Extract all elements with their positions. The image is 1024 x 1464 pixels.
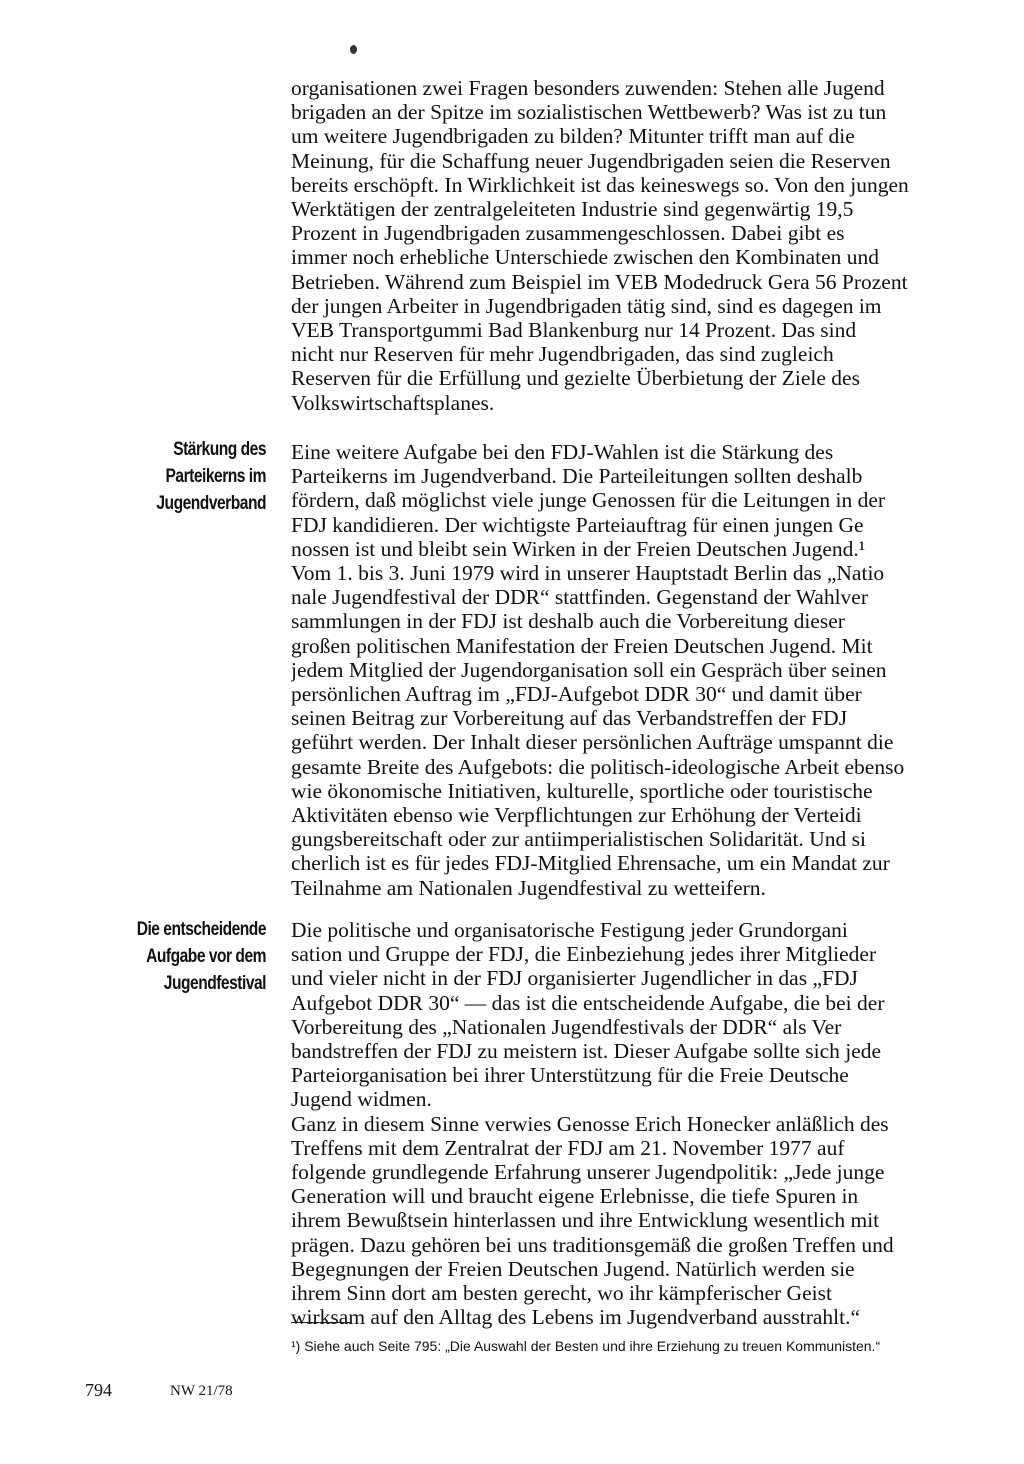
text-line: Prozent in Jugendbrigaden zusammengeschlossen. Dabei gibt es [291, 221, 845, 246]
text-line: bandstreffen der FDJ zu meistern ist. Dieser Aufgabe sollte sich jede [291, 1039, 882, 1064]
text-line: wie ökonomische Initiativen, kulturelle, sportliche oder touristische [291, 778, 873, 803]
text-line: bereits erschöpft. In Wirklichkeit ist das keineswegs so. Von den jungen [291, 172, 909, 197]
marginal-heading-1 [102, 436, 266, 517]
paragraph-1 [291, 76, 1013, 415]
marginal-line: Die entscheidende [136, 919, 266, 940]
text-line: immer noch erhebliche Unterschiede zwischen den Kombinaten und [291, 245, 880, 270]
text-line: Begegnungen der Freien Deutschen Jugend. Natürlich werden sie [291, 1256, 855, 1281]
text-line: Vom 1. bis 3. Juni 1979 wird in unserer Hauptstadt Berlin das „Natio [291, 561, 885, 586]
text-line: Werktätigen der zentralgeleiteten Industrie sind gegenwärtig 19,5 [291, 197, 854, 222]
text-line: folgende grundlegende Erfahrung unserer Jugendpolitik: „Jede junge [291, 1160, 885, 1185]
text-line: Aufgebot DDR 30“ — das ist die entscheidende Aufgabe, die bei der [291, 990, 885, 1015]
text-line: ihrem Sinn dort am besten gerecht, wo ihr kämpferischer Geist [291, 1281, 832, 1306]
text-line: nale Jugendfestival der DDR“ stattfinden. Gegenstand der Wahlver [291, 585, 868, 610]
page-number: 794 [85, 1380, 112, 1400]
text-line: Jugend widmen. [291, 1087, 432, 1112]
text-line: gesamte Breite des Aufgebots: die politisch-ideologische Arbeit ebenso [291, 754, 905, 779]
marginal-heading-2 [102, 916, 266, 997]
text-line: sation und Gruppe der FDJ, die Einbeziehung jedes ihrer Mitglieder [291, 942, 877, 967]
text-line: Teilnahme am Nationalen Jugendfestival zu wetteifern. [291, 875, 766, 900]
footnote-rule [291, 1322, 351, 1323]
marginal-line: Parteikerns im [165, 466, 266, 487]
text-line: Eine weitere Aufgabe bei den FDJ-Wahlen ist die Stärkung des [291, 440, 834, 464]
text-line: ihrem Bewußtsein hinterlassen und ihre Entwicklung wesentlich mit [291, 1208, 880, 1233]
text-line: seinen Beitrag zur Vorbereitung auf das Verbandstreffen der FDJ [291, 706, 848, 731]
text-line: um weitere Jugendbrigaden zu bilden? Mitunter trifft man auf die [291, 124, 855, 149]
text-line: prägen. Dazu gehören bei uns traditionsgemäß die großen Treffen und [291, 1232, 894, 1257]
text-line: Die politische und organisatorische Festigung jeder Grundorgani [291, 918, 848, 942]
marginal-line: Stärkung des [173, 439, 266, 460]
text-line: geführt werden. Der Inhalt dieser persönlichen Aufträge umspannt die [291, 730, 894, 755]
text-line: Meinung, für die Schaffung neuer Jugendbrigaden seien die Reserven [291, 148, 891, 173]
text-line: Generation will und braucht eigene Erlebnisse, die tiefe Spuren in [291, 1184, 859, 1209]
text-line: sammlungen in der FDJ ist deshalb auch die Vorbereitung dieser [291, 609, 845, 634]
text-line: Betrieben. Während zum Beispiel im VEB Modedruck Gera 56 Prozent [291, 269, 908, 294]
text-line: Vorbereitung des „Nationalen Jugendfestivals der DDR“ als Ver [291, 1014, 842, 1039]
marginal-line: Aufgabe vor dem [146, 946, 266, 967]
paragraph-3 [291, 918, 1013, 1329]
footnote: ¹) Siehe auch Seite 795: „Die Auswahl der Besten und ihre Erziehung zu treuen Kommunisten.“ [291, 1338, 881, 1354]
marginal-line: Jugendfestival [163, 973, 266, 994]
text-line: cherlich ist es für jedes FDJ-Mitglied Ehrensache, um ein Mandat zur [291, 851, 890, 876]
text-line: fördern, daß möglichst viele junge Genossen für die Leitungen in der [291, 488, 886, 513]
text-line: Volkswirtschaftsplanes. [291, 390, 495, 415]
text-line: wirksam auf den Alltag des Lebens im Jugendverband ausstrahlt.“ [291, 1305, 861, 1330]
text-line: großen politischen Manifestation der Freien Deutschen Jugend. Mit [291, 633, 873, 658]
text-line: gungsbereitschaft oder zur antiimperialistischen Solidarität. Und si [291, 827, 866, 852]
text-line: Reserven für die Erfüllung und gezielte Überbietung der Ziele des [291, 366, 860, 391]
marginal-line: Jugendverband [156, 493, 266, 514]
text-line: jedem Mitglied der Jugendorganisation soll ein Gespräch über seinen [291, 657, 887, 682]
text-line: VEB Transportgummi Bad Blankenburg nur 14 Prozent. Das sind [291, 318, 857, 343]
text-line: nicht nur Reserven für mehr Jugendbrigaden, das sind zugleich [291, 342, 834, 367]
text-line: Parteikerns im Jugendverband. Die Parteileitungen sollten deshalb [291, 464, 863, 489]
ink-speck [350, 45, 357, 54]
paragraph-2 [291, 440, 1013, 900]
text-line: nossen ist und bleibt sein Wirken in der Freien Deutschen Jugend.¹ [291, 536, 866, 561]
text-line: Ganz in diesem Sinne verwies Genosse Erich Honecker anläßlich des [291, 1111, 889, 1136]
text-line: der jungen Arbeiter in Jugendbrigaden tätig sind, sind es dagegen im [291, 293, 882, 318]
text-line: brigaden an der Spitze im sozialistischen Wettbewerb? Was ist zu tun [291, 100, 887, 125]
text-line: organisationen zwei Fragen besonders zuwenden: Stehen alle Jugend [291, 76, 885, 100]
source-reference: NW 21/78 [170, 1383, 233, 1399]
text-line: Aktivitäten ebenso wie Verpflichtungen zur Erhöhung der Verteidi [291, 803, 862, 828]
text-line: FDJ kandidieren. Der wichtigste Parteiauftrag für einen jungen Ge [291, 512, 864, 537]
text-line: und vieler nicht in der FDJ organisierter Jugendlicher in das „FDJ [291, 966, 858, 991]
text-line: persönlichen Auftrag im „FDJ-Aufgebot DDR 30“ und damit über [291, 682, 862, 707]
text-line: Parteiorganisation bei ihrer Unterstützung für die Freie Deutsche [291, 1063, 849, 1088]
text-line: Treffens mit dem Zentralrat der FDJ am 21. November 1977 auf [291, 1135, 845, 1160]
